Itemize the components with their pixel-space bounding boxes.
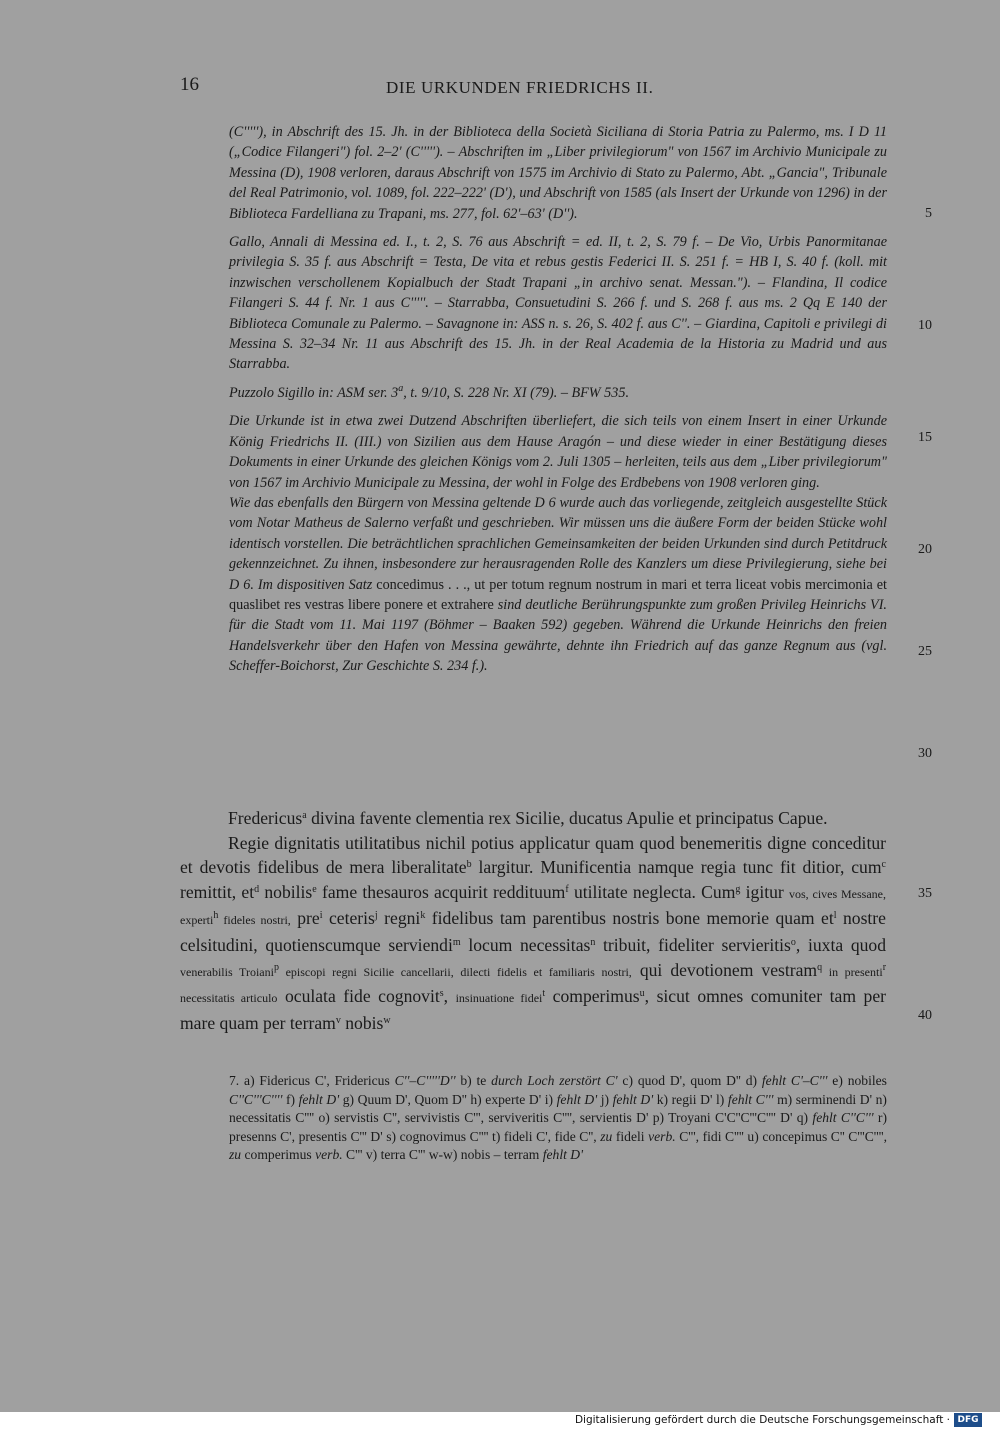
running-title: DIE URKUNDEN FRIEDRICHS II.: [386, 78, 654, 97]
line-number: 30: [918, 746, 932, 761]
charter-arenga: Regie dignitatis utilitatibus nichil potius applicatur quam quod benemeritis digne conceditur et devotis fidelibus de mera liberalitate$^b$ largitur. Munificentia namque regia tunc fit ditior, cum$^c$ remittit, $et^d$ nobilis$^e$ fame thesauros acquirit reddituum$^f$ utilitate neglecta. Cum$^g$ igitur vos, cives Messane, experti$^h$ fideles nostri, pre$^i$ ceteris$^j$ regni$^k$ fidelibus tam parentibus nostris bone memorie quam $et^l$ nostre celsitudini, quotienscumque serviendi$^m$ locum necessitas$^n$ tribuit, fideliter servieritis$^o$, iuxta quod venerabilis Troiani$^p$ episcopi regni Sicilie cancellarii, dilecti fidelis et familiaris nostri, qui devotionem vestram$^q$ in presenti$^r$ necessitatis articulo oculata fide cognovit$^s$, insinuatione fidei$^t$ comperimus$^u$, sicut omnes comuniter tam per mare quam per terram$^v$ nobis$^w$: [180, 832, 887, 1033]
charter-text: [180, 806, 886, 1035]
dfg-logo-icon: DFG: [954, 1413, 982, 1427]
line-number: 20: [918, 542, 932, 557]
critical-apparatus: [229, 1072, 887, 1165]
line-number: 5: [925, 206, 932, 221]
charter-intitulatio: Fredericus$^a$ divina favente clementia rex Sicilie, ducatus Apulie et principatus Capue.: [228, 808, 828, 828]
editorial-commentary: [229, 122, 887, 677]
diplomatic-remarks: Wie das ebenfalls den Bürgern von Messina geltende D 6 wurde auch das vorliegende, zeitgleich ausgestellte Stück vom Notar Matheus de Salerno verfaßt und geschrieben. Wir müssen uns die äußere Form der beiden Stücke wohl identisch vorstellen. Die beträchtlichen sprachlichen Gemeinsamkeiten der beiden Urkunden sind durch Petitdruck gekennzeichnet. Zu ihnen, insbesondere zur herausragenden Rolle des Kanzlers um diese Privilegierung, siehe bei D 6. Im dispositiven Satz concedimus . . ., ut per totum regnum nostrum in mari et terra liceat vobis mercimonia et quaslibet res vestras libere ponere et extrahere sind deutliche Berührungspunkte zum großen Privileg Heinrichs VI. für die Stadt vom 11. Mai 1197 (Böhmer – Baaken 592) gegeben. Während die Urkunde Heinrichs den freien Handelsverkehr über den Hafen von Messina gewährte, dehnte ihn Friedrich auf das ganze Regnum aus (vgl. Scheffer-Boichorst, Zur Geschichte S. 234 f.).: [229, 494, 887, 675]
line-number: 15: [918, 430, 932, 445]
page-number: 16: [180, 74, 199, 95]
funding-credit: Digitalisierung gefördert durch die Deutsche Forschungsgemeinschaft ·: [574, 1414, 950, 1426]
line-number: 40: [918, 1008, 932, 1023]
apparatus-notes: 7. a) Fidericus C', Fridericus C''–C'''''D'' b) te durch Loch zerstört C' c) quod D', quom D'' d) fehlt C'–C''' e) nobiles C''C'''C'''' f) fehlt D' g) Quum D', Quom D'' h) experte D' i) fehlt D' j) fehlt D' k) regii D' l) fehlt C''' m) serminendi D' n) necessitatis C'''' o) servistis C'', servivistis C''', serviveritis C'''', servientis D' p) Troyani C'C''C'''C'''' D' q) fehlt C''C''' r) presenns C', presentis C''' D' s) cognovimus C'''' t) fideli C', fide C'', zu fideli verb. C''', fidi C'''' u) concepimus C'' C'''C'''', zu comperimus verb. C''' v) terra C''' w-w) nobis – terram fehlt D': [229, 1073, 887, 1162]
transmission-remarks: Die Urkunde ist in etwa zwei Dutzend Abschriften überliefert, die sich teils von einem Insert in einer Urkunde König Friedrichs II. (III.) von Sizilien aus dem Hause Aragón – und diese wieder in einer Bestätigung dieses Dokuments in einer Urkunde des gleichen Königs vom 2. Juli 1305 – herleiten, teils aus dem „Liber privilegiorum" von 1567 im Archivio Municipale zu Messina, der wohl in Folge des Erdbebens von 1908 verloren ging.: [229, 413, 887, 491]
printed-editions: Gallo, Annali di Messina ed. I., t. 2, S. 76 aus Abschrift = ed. II, t. 2, S. 79 f. – De Vio, Urbis Panormitanae privilegia S. 35 f. aus Abschrift = Testa, De vita et rebus gestis Federici II. S. 251 f. = HB I, S. 40 f. (koll. mit inzwischen verschollenem Kopialbuch der Stadt Trapani „in archivo senat. Messan."). – Flandina, Il codice Filangeri S. 44 f. Nr. 1 aus C'''''. – Starrabba, Consuetudini S. 266 f. und S. 268 f. aus ms. 2 Qq E 140 der Biblioteca Comunale zu Palermo. – Savagnone in: ASS n. s. 26, S. 402 f. aus C''. – Giardina, Capitoli e privilegi di Messina S. 32–34 Nr. 11 aus Abschrift des 15. Jh. in der Real Academia de la Historia zu Madrid und aus Starrabba.: [229, 234, 887, 373]
line-number: 25: [918, 644, 932, 659]
line-number: 10: [918, 318, 932, 333]
line-number: 35: [918, 886, 932, 901]
regesta-references: Puzzolo Sigillo in: ASM ser. 3$^a$, t. 9/10, S. 228 Nr. XI (79). – BFW 535.: [229, 382, 630, 401]
manuscript-tradition: (C'''''), in Abschrift des 15. Jh. in der Biblioteca della Società Siciliana di Storia Patria zu Palermo, ms. I D 11 („Codice Filangeri") fol. 2–2' (C'''''). – Abschriften im „Liber privilegiorum" von 1567 im Archivio Municipale zu Messina (D), 1908 verloren, daraus Abschrift von 1575 im Archivio di Stato zu Palermo, Abt. „Gancia", Tribunale del Real Patrimonio, vol. 1089, fol. 222–222' (D'), und Abschrift von 1585 (als Insert der Urkunde von 1296) in der Biblioteca Fardelliana zu Trapani, ms. 277, fol. 62'–63' (D'').: [229, 124, 887, 222]
